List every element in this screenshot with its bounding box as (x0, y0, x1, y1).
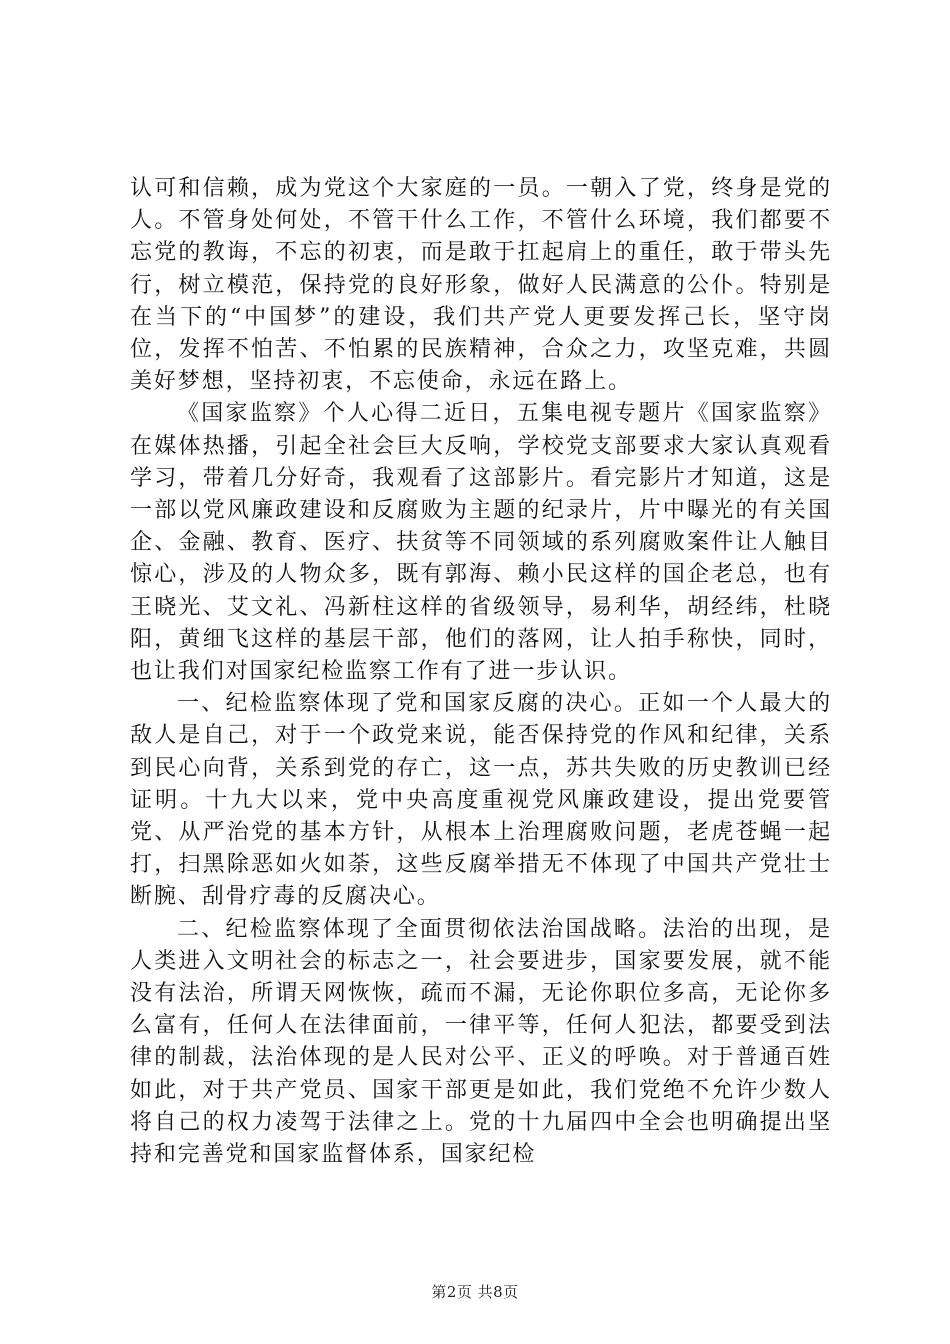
document-body (130, 173, 832, 1171)
paragraph-3: 一、纪检监察体现了党和国家反腐的决心。正如一个人最大的敌人是自己，对于一个政党来说，能否保持党的作风和纪律，关系到民心向背，关系到党的存亡，这一点，苏共失败的历史教训已经证明。十九大以来，党中央高度重视党风廉政建设，提出党要管党、从严治党的基本方针，从根本上治理腐败问题，老虎苍蝇一起打，扫黑除恶如火如荼，这些反腐举措无不体现了中国共产党壮士断腕、刮骨疗毒的反腐决心。 (130, 691, 832, 910)
paragraph-2: 《国家监察》个人心得二近日，五集电视专题片《国家监察》在媒体热播，引起全社会巨大反响，学校党支部要求大家认真观看学习，带着几分好奇，我观看了这部影片。看完影片才知道，这是一部以党风廉政建设和反腐败为主题的纪录片，片中曝光的有关国企、金融、教育、医疗、扶贫等不同领域的系列腐败案件让人触目惊心，涉及的人物众多，既有郭海、赖小民这样的国企老总，也有王晓光、艾文礼、冯新柱这样的省级领导，易利华，胡经纬，杜晓阳，黄细飞这样的基层干部，他们的落网，让人拍手称快，同时，也让我们对国家纪检监察工作有了进一步认识。 (130, 401, 832, 685)
page-footer: 第2页 共8页 (431, 1283, 519, 1301)
paragraph-4: 二、纪检监察体现了全面贯彻依法治国战略。法治的出现，是人类进入文明社会的标志之一，社会要进步，国家要发展，就不能没有法治，所谓天网恢恢，疏而不漏，无论你职位多高，无论你多么富有，任何人在法律面前，一律平等，任何人犯法，都要受到法律的制裁，法治体现的是人民对公平、正义的呼唤。对于普通百姓如此，对于共产党员、国家干部更是如此，我们党绝不允许少数人将自己的权力凌驾于法律之上。党的十九届四中全会也明确提出坚持和完善党和国家监督体系，国家纪检 (130, 916, 832, 1168)
paragraph-1: 认可和信赖，成为党这个大家庭的一员。一朝入了党，终身是党的人。不管身处何处，不管干什么工作，不管什么环境，我们都要不忘党的教诲，不忘的初衷，而是敢于扛起肩上的重任，敢于带头先行，树立模范，保持党的良好形象，做好人民满意的公仆。特别是在当下的“中国梦”的建设，我们共产党人更要发挥己长，坚守岗位，发挥不怕苦、不怕累的民族精神，合众之力，攻坚克难，共圆美好梦想，坚持初衷，不忘使命，永远在路上。 (130, 176, 832, 395)
